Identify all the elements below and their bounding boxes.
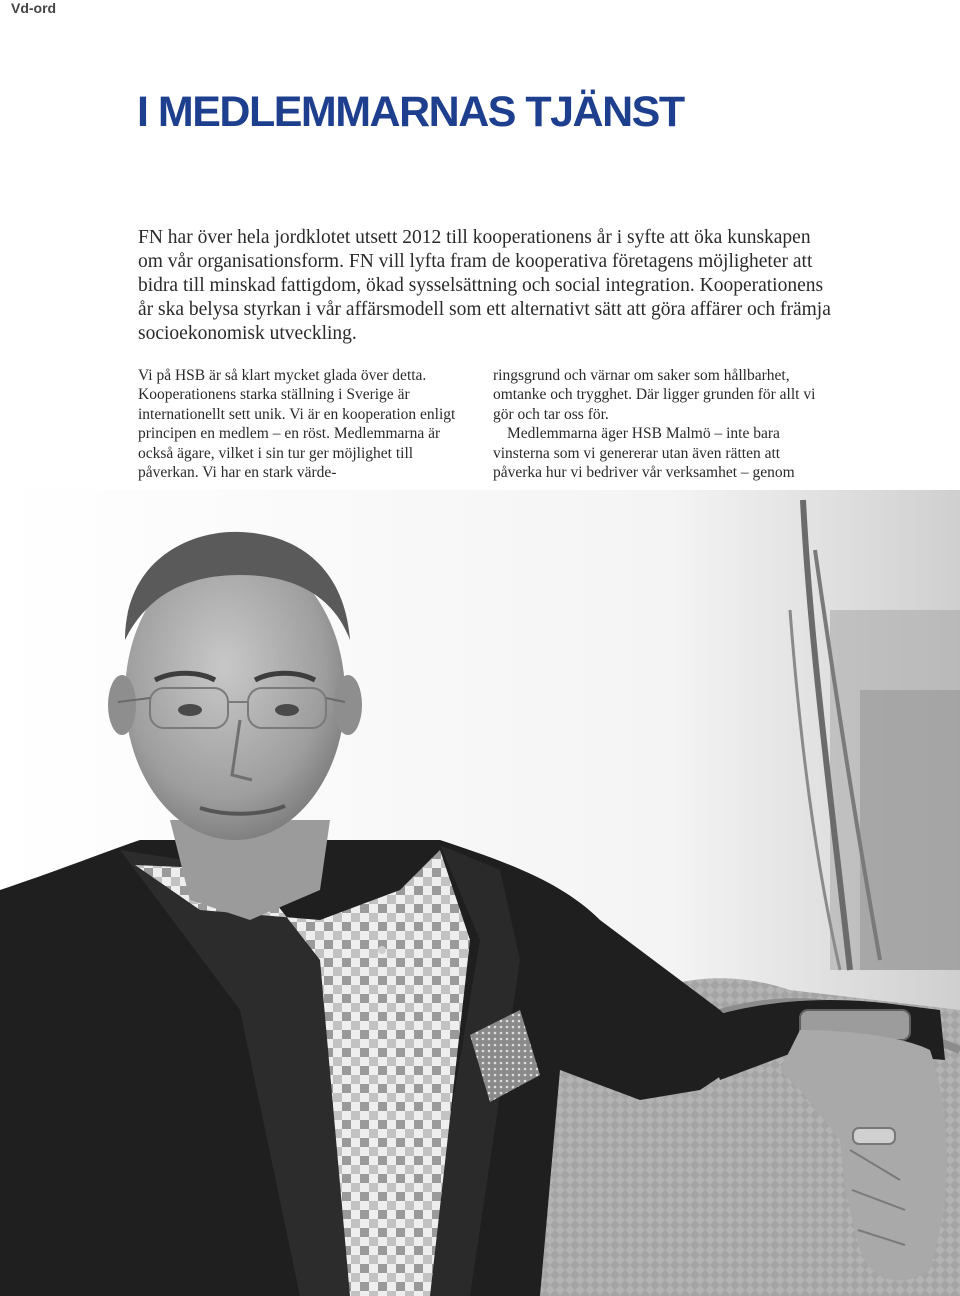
- body-paragraph: ringsgrund och värnar om saker som hållbarhet, omtanke och trygghet. Där ligger grunden för allt vi gör och tar oss för.: [493, 367, 816, 423]
- ingress-paragraph: FN har över hela jordklotet utsett 2012 till kooperationens år i syfte att öka kunskapen om vår organisationsform. FN vill lyfta fram de kooperativa företagens möjligheter att bidra till minskad fattigdom, ökad sysselsättning och social integration. Kooperationens år ska belysa styrkan i vår affärsmodell som ett alternativt sätt att göra affärer och främja socioekonomisk utveckling.: [138, 227, 831, 344]
- page-title: I MEDLEMMARNAS TJÄNST: [137, 88, 684, 136]
- body-column-left: [138, 366, 468, 482]
- body-paragraph: Vi på HSB är så klart mycket glada över detta. Kooperationens starka ställning i Sverige är internationellt sett unik. Vi är en kooperation enligt principen en medlem – en röst. Medlemmarna är också ägare, vilket i sin tur ger möjlighet till påverkan. Vi har en stark värde-: [138, 367, 456, 482]
- portrait-photo: [0, 490, 960, 1296]
- body-paragraph: Medlemmarna äger HSB Malmö – inte bara vinsterna som vi genererar utan även rätten att påverka hur vi bedriver vår verksamhet – genom: [493, 425, 795, 482]
- section-label: Vd-ord: [11, 0, 57, 16]
- body-column-right: [493, 366, 823, 482]
